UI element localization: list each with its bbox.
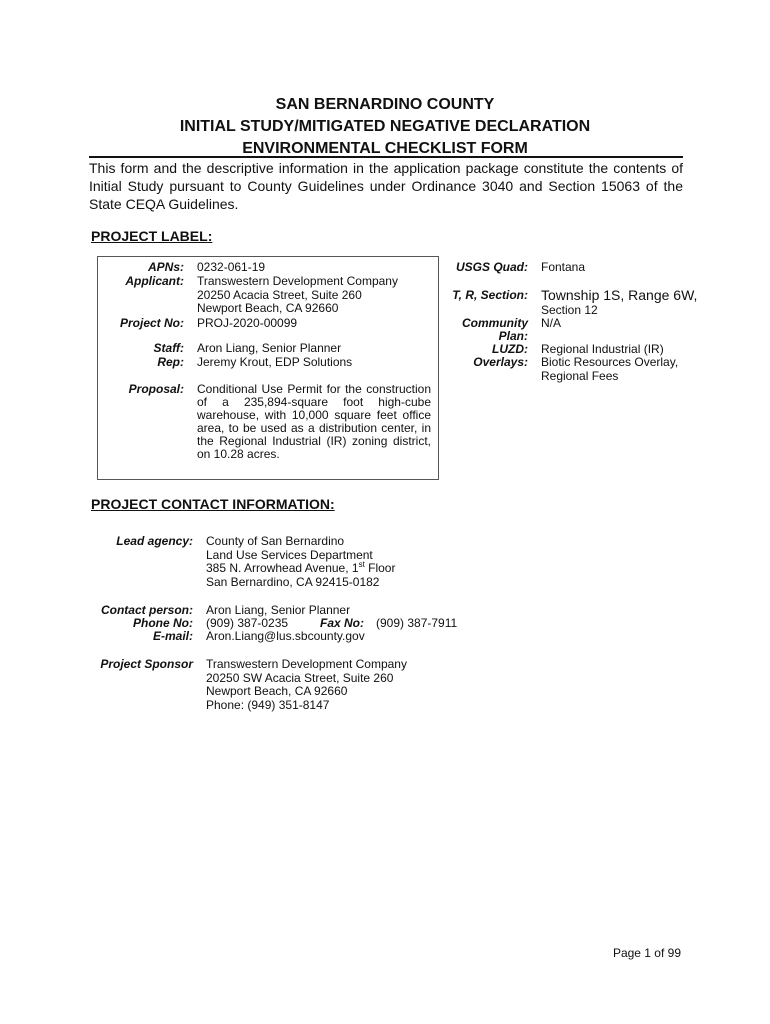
usgs-quad-value: Fontana xyxy=(541,260,586,274)
intro-paragraph: This form and the descriptive information in the application package constitute the contents of Initial Study pursuant to County Guidelines under Ordinance 3040 and Section 15063 of the State CEQA Guidelines. xyxy=(89,160,683,212)
page-number: Page 1 of 99 xyxy=(612,946,681,960)
lead-agency-line-2: Land Use Services Department xyxy=(206,548,373,562)
applicant-line-3: Newport Beach, CA 92660 xyxy=(197,301,339,315)
fax-label: Fax No: xyxy=(319,616,364,630)
title-line-1: SAN BERNARDINO COUNTY xyxy=(275,96,495,113)
staff-value: Aron Liang, Senior Planner xyxy=(197,341,342,355)
rep-label: Rep: xyxy=(157,355,184,369)
document-title xyxy=(0,94,770,160)
lead-agency-label: Lead agency: xyxy=(116,534,193,548)
contact-person-value: Aron Liang, Senior Planner xyxy=(206,603,351,617)
sponsor-line-1: Transwestern Development Company xyxy=(206,657,407,671)
overlays-value-line-1: Biotic Resources Overlay, xyxy=(541,355,679,369)
project-no-label: Project No: xyxy=(119,316,184,330)
community-plan-label-2: Plan: xyxy=(498,329,528,343)
phone-label: Phone No: xyxy=(133,616,193,630)
trs-value-line-2: Section 12 xyxy=(541,303,598,317)
email-value: Aron.Liang@lus.sbcounty.gov xyxy=(206,629,365,643)
title-line-2: INITIAL STUDY/MITIGATED NEGATIVE DECLARATION xyxy=(179,118,591,135)
email-label: E-mail: xyxy=(152,629,193,643)
luzd-value: Regional Industrial (IR) xyxy=(541,342,664,356)
apns-label: APNs: xyxy=(147,260,184,274)
project-no-value: PROJ-2020-00099 xyxy=(197,316,298,330)
fax-value: (909) 387-7911 xyxy=(376,616,458,630)
rep-value: Jeremy Krout, EDP Solutions xyxy=(197,355,353,369)
title-line-3: ENVIRONMENTAL CHECKLIST FORM xyxy=(242,140,528,157)
proposal-value: Conditional Use Permit for the construction of a 235,894-square foot high-cube warehouse, with 10,000 square feet office area, to be used as a distribution center, in the Regional Industrial (IR) zoning district, on 10.28 acres. xyxy=(197,382,431,461)
lead-agency-line-3: 385 N. Arrowhead Avenue, 1st Floor xyxy=(206,560,396,575)
sponsor-line-4: Phone: (949) 351-8147 xyxy=(206,698,330,712)
project-label-heading: PROJECT LABEL: xyxy=(91,228,213,244)
staff-label: Staff: xyxy=(153,341,184,355)
project-sponsor-label: Project Sponsor xyxy=(100,657,193,671)
contact-heading: PROJECT CONTACT INFORMATION: xyxy=(91,496,335,512)
apns-value: 0232-061-19 xyxy=(197,260,266,274)
trs-value-line-1: Township 1S, Range 6W, xyxy=(541,287,698,303)
proposal-label: Proposal: xyxy=(128,382,184,396)
luzd-label: LUZD: xyxy=(492,342,528,356)
trs-label: T, R, Section: xyxy=(452,288,528,302)
lead-agency-line-4: San Bernardino, CA 92415-0182 xyxy=(206,575,380,589)
lead-agency-line-1: County of San Bernardino xyxy=(206,534,345,548)
phone-value: (909) 387-0235 xyxy=(206,616,289,630)
community-plan-label-1: Community xyxy=(462,316,528,330)
applicant-line-2: 20250 Acacia Street, Suite 260 xyxy=(197,288,362,302)
community-plan-value: N/A xyxy=(541,316,562,330)
sponsor-line-2: 20250 SW Acacia Street, Suite 260 xyxy=(206,671,394,685)
sponsor-line-3: Newport Beach, CA 92660 xyxy=(206,684,348,698)
applicant-label: Applicant: xyxy=(125,274,184,288)
overlays-label: Overlays: xyxy=(473,355,528,369)
contact-person-label: Contact person: xyxy=(100,603,193,617)
title-rule xyxy=(89,156,683,158)
applicant-line-1: Transwestern Development Company xyxy=(197,274,398,288)
overlays-value-line-2: Regional Fees xyxy=(541,369,619,383)
usgs-quad-label: USGS Quad: xyxy=(455,260,528,274)
